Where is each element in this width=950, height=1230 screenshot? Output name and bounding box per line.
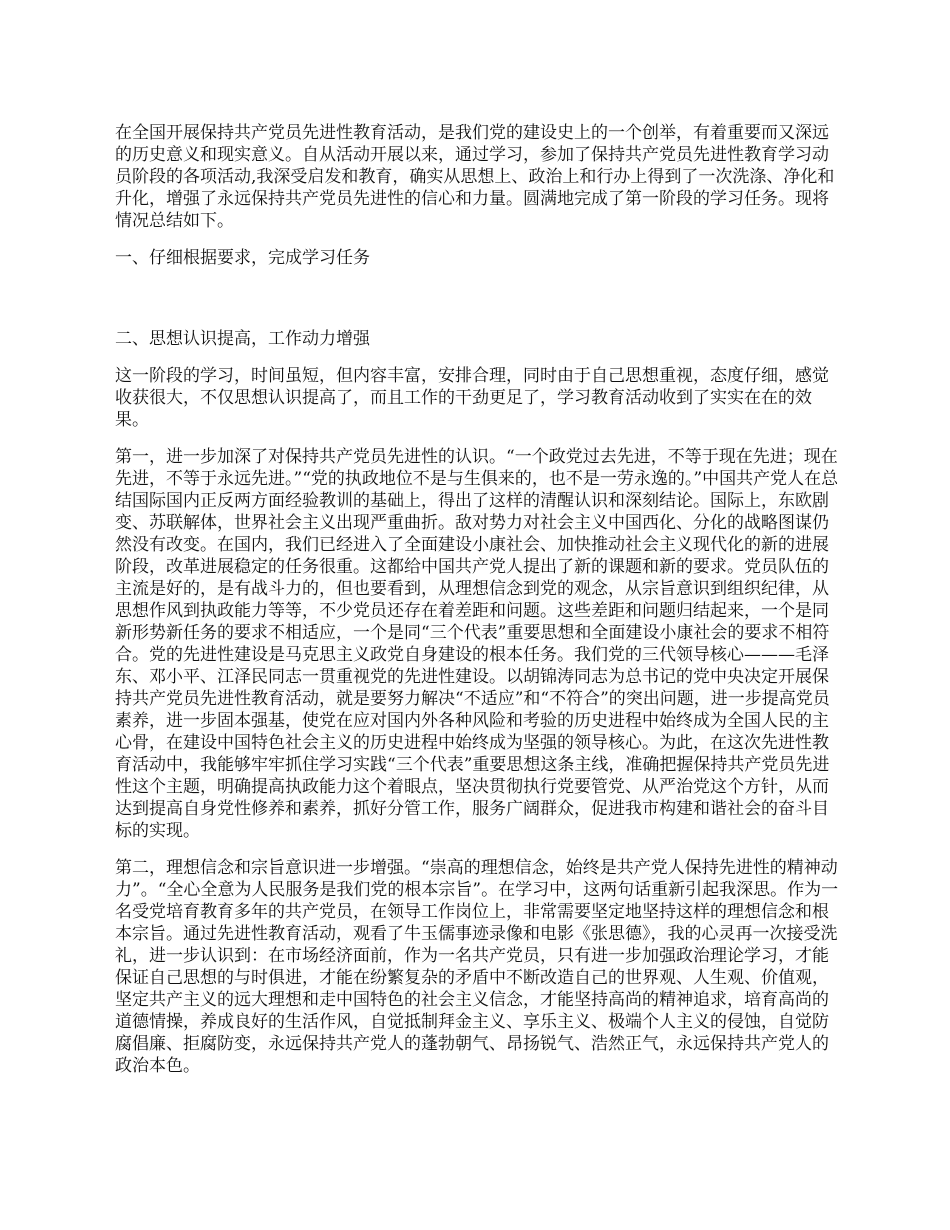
body-paragraph-2: 第一，进一步加深了对保持共产党员先进性的认识。“一个政党过去先进，不等于现在先进；现在先进，不等于永远先进。”“党的执政地位不是与生俱来的，也不是一劳永逸的。”中国共产党人在总结国际国内正反两方面经验教训的基础上，得出了这样的清醒认识和深刻结论。国际上，东欧剧变、苏联解体，世界社会主义出现严重曲折。敌对势力对社会主义中国西化、分化的战略图谋仍然没有改变。在国内，我们已经进入了全面建设小康社会、加快推动社会主义现代化的新的进展阶段，改革进展稳定的任务很重。这都给中国共产党人提出了新的课题和新的要求。党员队伍的主流是好的，是有战斗力的，但也要看到，从理想信念到党的观念，从宗旨意识到组织纪律，从思想作风到执政能力等等，不少党员还存在着差距和问题。这些差距和问题归结起来，一个是同新形势新任务的要求不相适应，一个是同“三个代表”重要思想和全面建设小康社会的要求不相符合。党的先进性建设是马克思主义政党自身建设的根本任务。我们党的三代领导核心———毛泽东、邓小平、江泽民同志一贯重视党的先进性建设。以胡锦涛同志为总书记的党中央决定开展保持共产党员先进性教育活动，就是要努力解决“不适应”和“不符合”的突出问题，进一步提高党员素养，进一步固本强基，使党在应对国内外各种风险和考验的历史进程中始终成为全国人民的主心骨，在建设中国特色社会主义的历史进程中始终成为坚强的领导核心。为此，在这次先进性教育活动中，我能够牢牢抓住学习实践“三个代表”重要思想这条主线，准确把握保持共产党员先进性这个主题，明确提高执政能力这个着眼点，坚决贯彻执行党要管党、从严治党这个方针，从而达到提高自身党性修养和素养，抓好分管工作，服务广阔群众，促进我市构建和谐社会的奋斗目标的实现。: [115, 447, 839, 841]
section-heading-1: 一、仔细根据要求，完成学习任务: [115, 248, 370, 268]
intro-paragraph: 在全国开展保持共产党员先进性教育活动，是我们党的建设史上的一个创举，有着重要而又深远的历史意义和现实意义。自从活动开展以来，通过学习，参加了保持共产党员先进性教育学习动员阶段的各项活动,我深受启发和教育，确实从思想上、政治上和行办上得到了一次洗涤、净化和升化，增强了永远保持共产党员先进性的信心和力量。圆满地完成了第一阶段的学习任务。现将情况总结如下。: [115, 123, 835, 231]
body-paragraph-3: 第二，理想信念和宗旨意识进一步增强。“崇高的理想信念，始终是共产党人保持先进性的精神动力”。“全心全意为人民服务是我们党的根本宗旨”。在学习中，这两句话重新引起我深思。作为一名受党培育教育多年的共产党员，在领导工作岗位上，非常需要坚定地坚持这样的理想信念和根本宗旨。通过先进性教育活动，观看了牛玉儒事迹录像和电影《张思德》，我的心灵再一次接受洗礼，进一步认识到：在市场经济面前，作为一名共产党员，只有进一步加强政治理论学习，才能保证自己思想的与时俱进，才能在纷繁复杂的矛盾中不断改造自己的世界观、人生观、价值观，坚定共产主义的远大理想和走中国特色的社会主义信念，才能坚持高尚的精神追求，培育高尚的道德情操，养成良好的生活作风，自觉抵制拜金主义、享乐主义、极端个人主义的侵蚀，自觉防腐倡廉、拒腐防变，永远保持共产党人的蓬勃朝气、昂扬锐气、浩然正气，永远保持共产党人的政治本色。: [115, 858, 839, 1076]
document-page: [115, 122, 840, 1092]
blank-space: [115, 284, 840, 328]
body-paragraph-1: 这一阶段的学习，时间虽短，但内容丰富，安排合理，同时由于自己思想重视，态度仔细，感觉收获很大，不仅思想认识提高了，而且工作的干劲更足了，学习教育活动收到了实实在在的效果。: [115, 366, 829, 430]
section-heading-2: 二、思想认识提高，工作动力增强: [115, 329, 370, 349]
